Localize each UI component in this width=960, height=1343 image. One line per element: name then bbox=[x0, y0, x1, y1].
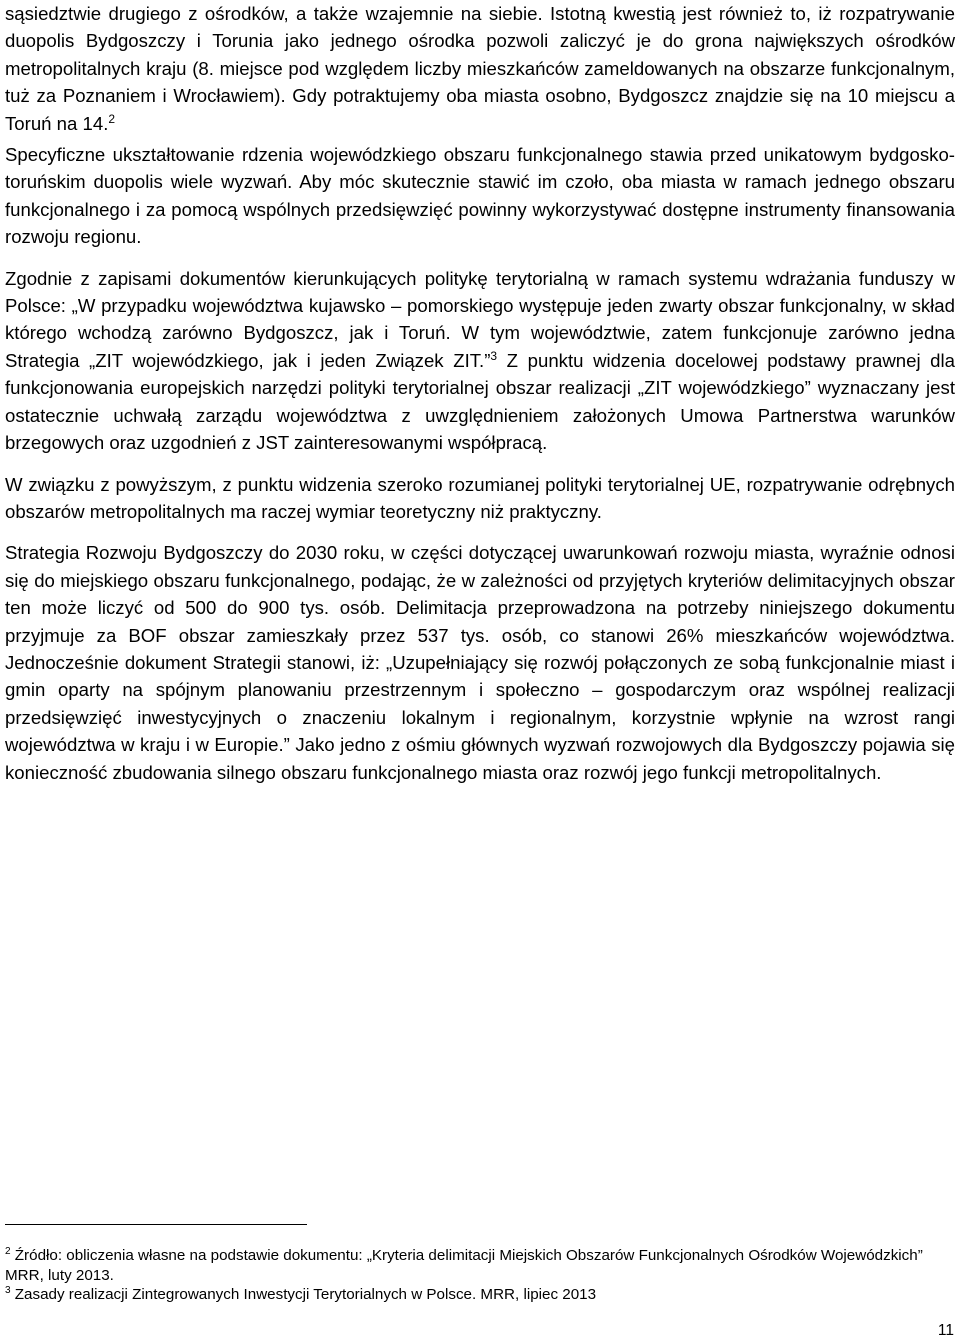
paragraph: Strategia Rozwoju Bydgoszczy do 2030 roku, w części dotyczącej uwarunkowań rozwoju miasta, wyraźnie odnosi się do miejskiego obszaru funkcjonalnego, podając, że w zależności od przyjętych kryteriów delimitacyjnych obszar ten może liczyć od 500 do 900 tys. osób. Delimitacja przeprowadzona na potrzeby niniejszego dokumentu przyjmuje za BOF obszar zamieszkały przez 537 tys. osób, co stanowi 26% mieszkańców województwa. Jednocześnie dokument Strategii stanowi, iż: „Uzupełniający się rozwój połączonych ze sobą funkcjonalnie miast i gmin oparty na spójnym planowaniu przestrzennym i społeczno – gospodarczym oraz wspólnej realizacji przedsięwzięć inwestycyjnych o znaczeniu lokalnym i regionalnym, korzystnie wpłynie na wzrost rangi województwa w kraju i w Europie.” Jako jedno z ośmiu głównych wyzwań rozwojowych dla Bydgoszczy pojawia się konieczność zbudowania silnego obszaru funkcjonalnego miasta oraz rozwój jego funkcji metropolitalnych. bbox=[5, 542, 955, 783]
footnotes bbox=[5, 1246, 955, 1305]
footnote-number: 3 bbox=[5, 1284, 11, 1296]
paragraph-text: Z punktu widzenia docelowej podstawy prawnej dla funkcjonowania europejskich narzędzi polityki terytorialnej obszar realizacji „ZIT wojewódzkiego” wyznaczany jest ostatecznie uchwałą zarządu województwa z uwzględnieniem założonych Umowa Partnerstwa warunków brzegowych oraz uzgodnień z JST zainteresowanymi współpracą. bbox=[5, 349, 955, 454]
footnote-reference[interactable]: 3 bbox=[490, 348, 498, 363]
paragraph-text: sąsiedztwie drugiego z ośrodków, a także wzajemnie na siebie. Istotną kwestią jest również to, iż rozpatrywanie duopolis Bydgoszczy i Torunia jako jednego ośrodka pozwoli zaliczyć je do grona największych ośrodków metropolitalnych kraju (8. miejsce pod względem liczby mieszkańców zameldowanych na obszarze funkcjonalnym, tuż za Poznaniem i Wrocławiem). Gdy potraktujemy oba miasta osobno, Bydgoszcz znajdzie się na 10 miejscu a Toruń na 14. bbox=[5, 3, 955, 134]
footnote bbox=[5, 1246, 955, 1285]
paragraph bbox=[5, 0, 955, 137]
footnote-separator bbox=[5, 1224, 307, 1225]
footnote-text: Zasady realizacji Zintegrowanych Inwestycji Terytorialnych w Polsce. MRR, lipiec 2013 bbox=[10, 1286, 597, 1303]
paragraph-text: Zgodnie z zapisami dokumentów kierunkujących politykę terytorialną w ramach systemu wdrażania funduszy w Polsce: „W przypadku województwa kujawsko – pomorskiego występuje jeden zwarty obszar funkcjonalny, w skład którego wchodzą zarówno Bydgoszcz, jak i Toruń. W tym województwie, zatem funkcjonuje zarówno jedna Strategia „ZIT wojewódzkiego, jak i jeden Związek ZIT.” bbox=[5, 267, 955, 371]
footnote-number: 2 bbox=[5, 1245, 11, 1257]
page-number: 11 bbox=[937, 1322, 954, 1339]
paragraph bbox=[5, 265, 955, 457]
footnote-text: Źródło: obliczenia własne na podstawie dokumentu: „Kryteria delimitacji Miejskich Obszarów Funkcjonalnych Ośrodków Wojewódzkich” MRR, luty 2013. bbox=[5, 1247, 923, 1284]
footnote bbox=[5, 1285, 955, 1305]
footnote-reference[interactable]: 2 bbox=[108, 111, 116, 126]
paragraph: Specyficzne ukształtowanie rdzenia wojewódzkiego obszaru funkcjonalnego stawia przed unikatowym bydgosko-toruńskim duopolis wiele wyzwań. Aby móc skutecznie stawić im czoło, oba miasta w ramach jednego obszaru funkcjonalnego i za pomocą wspólnych przedsięwzięć powinny wykorzystywać dostępne instrumenty finansowania rozwoju regionu. bbox=[5, 144, 955, 248]
paragraph: W związku z powyższym, z punktu widzenia szeroko rozumianej polityki terytorialnej UE, rozpatrywanie odrębnych obszarów metropolitalnych ma raczej wymiar teoretyczny niż praktyczny. bbox=[5, 473, 955, 522]
document-body bbox=[5, 0, 955, 786]
